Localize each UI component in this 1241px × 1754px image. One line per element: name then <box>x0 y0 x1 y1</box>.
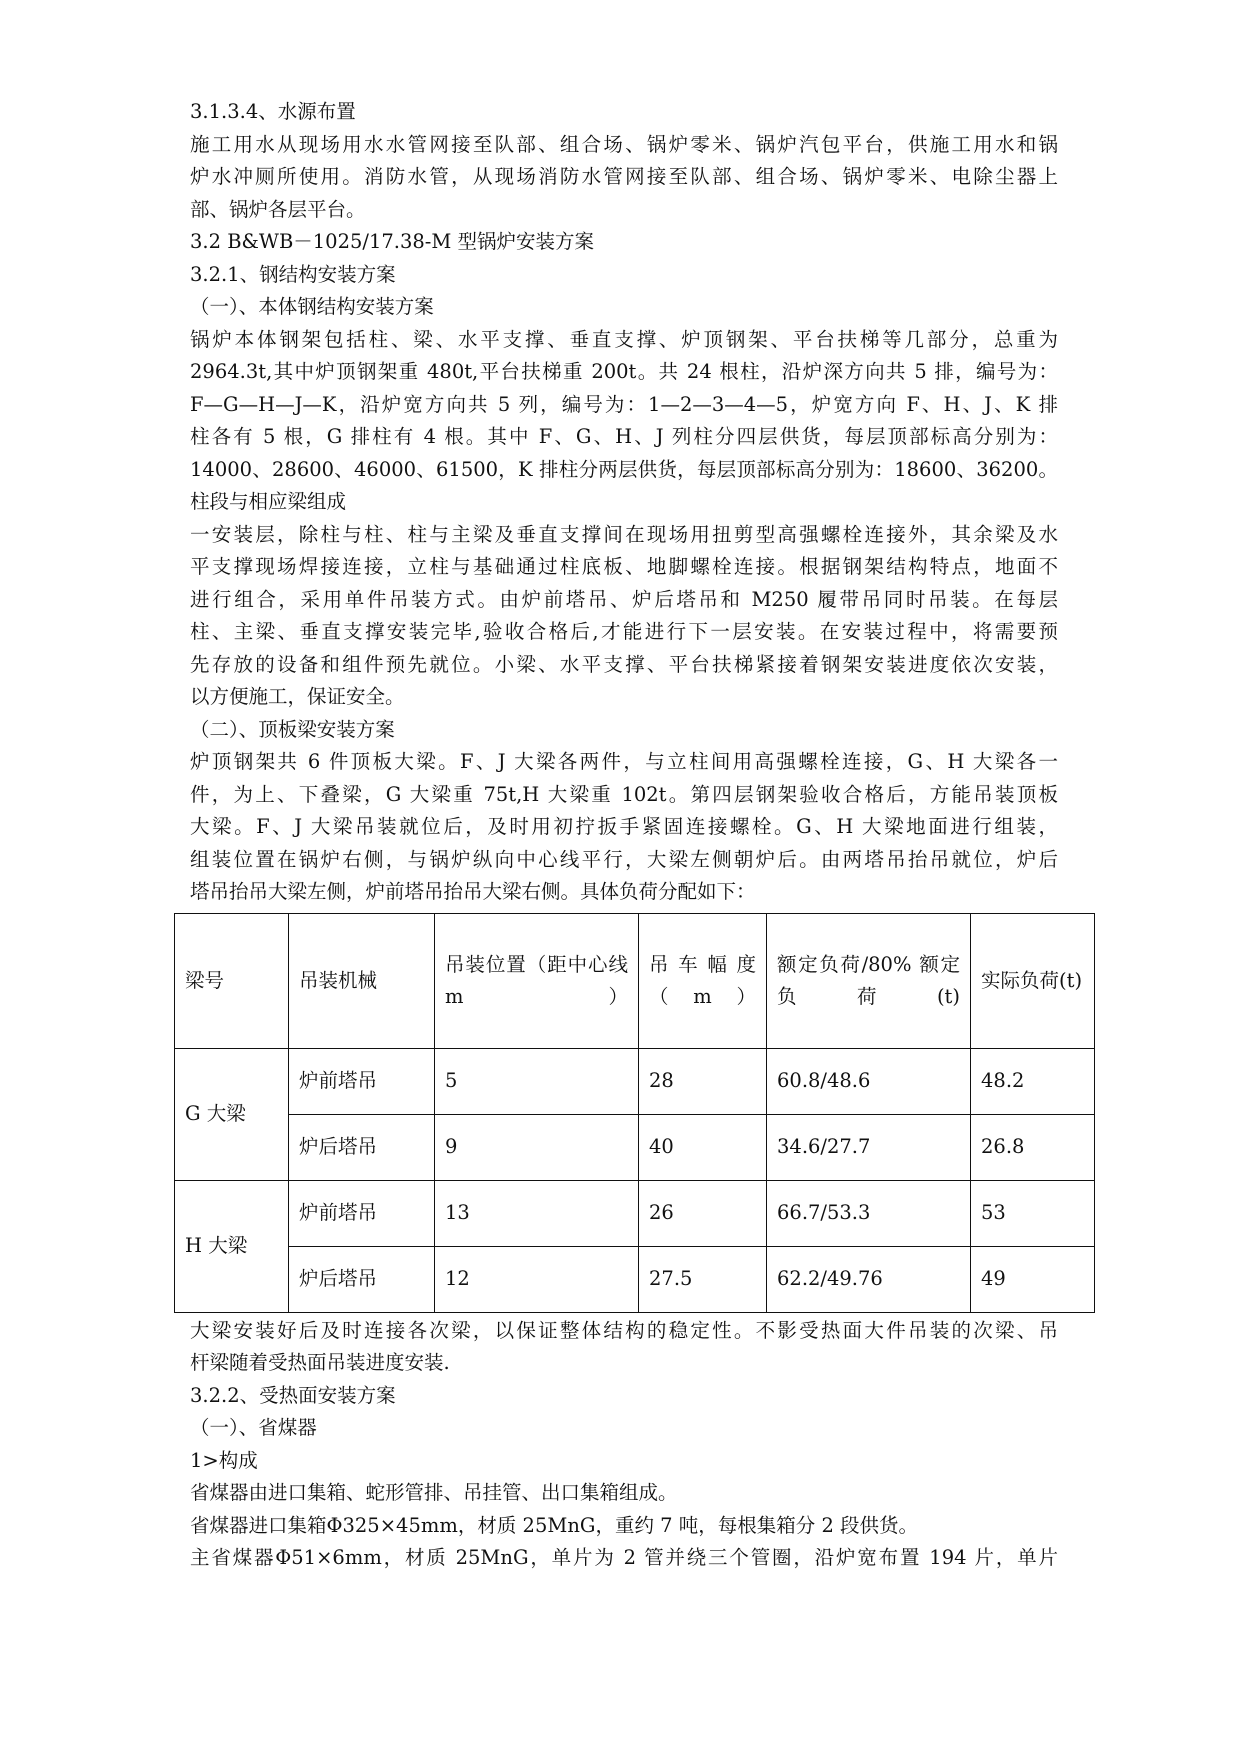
rated-load-cell: 60.8/48.6 <box>767 1048 971 1114</box>
text-line: 部、锅炉各层平台。 <box>190 197 366 221</box>
text-line: 塔吊抬吊大梁左侧，炉前塔吊抬吊大梁右侧。具体负荷分配如下： <box>190 880 756 903</box>
text-line: 3.2.1、钢结构安装方案 <box>190 262 396 286</box>
actual-load-cell: 48.2 <box>971 1048 1095 1114</box>
table-header-row <box>175 913 1095 1048</box>
text-line: 一安装层，除柱与柱、柱与主梁及垂直支撑间在现场用扭剪型高强螺栓连接外，其余梁及水 <box>190 522 1058 546</box>
text-line: （二）、顶板梁安装方案 <box>190 717 395 741</box>
radius-cell: 26 <box>639 1180 767 1246</box>
text-line: 14000、28600、46000、61500，K 排柱分两层供货，每层顶部标高分别为：18600、36200。 <box>190 457 1058 481</box>
text-line: 以方便施工，保证安全。 <box>190 685 405 708</box>
table-row <box>175 1180 1095 1246</box>
header-position: 吊装位置（距中心线 m） <box>435 913 639 1048</box>
text-line: 1>构成 <box>190 1448 258 1472</box>
position-cell: 12 <box>435 1246 639 1312</box>
position-cell: 13 <box>435 1180 639 1246</box>
position-cell: 9 <box>435 1114 639 1180</box>
radius-cell: 27.5 <box>639 1246 767 1312</box>
text-line: （一）、本体钢结构安装方案 <box>190 295 434 318</box>
table-row <box>175 1246 1095 1312</box>
text-line: 3.2.2、受热面安装方案 <box>190 1383 396 1407</box>
text-line: 杆梁随着受热面吊装进度安装. <box>190 1351 450 1374</box>
text-line: 进行组合，采用单件吊装方式。由炉前塔吊、炉后塔吊和 M250 履带吊同时吊装。在每层 <box>190 587 1058 611</box>
text-line: 省煤器进口集箱Φ325×45mm，材质 25MnG，重约 7 吨，每根集箱分 2 段供货。 <box>190 1513 919 1537</box>
radius-cell: 28 <box>639 1048 767 1114</box>
body-text-top <box>190 96 1058 909</box>
text-line: 炉水冲厕所使用。消防水管，从现场消防水管网接至队部、组合场、锅炉零米、电除尘器上 <box>190 165 1058 188</box>
actual-load-cell: 53 <box>971 1180 1095 1246</box>
machine-cell: 炉后塔吊 <box>289 1114 435 1180</box>
beam-name-cell: H 大梁 <box>175 1180 289 1312</box>
text-line: 平支撑现场焊接连接，立柱与基础通过柱底板、地脚螺栓连接。根据钢架结构特点，地面不 <box>190 555 1058 578</box>
radius-cell: 40 <box>639 1114 767 1180</box>
text-line: 锅炉本体钢架包括柱、梁、水平支撑、垂直支撑、炉顶钢架、平台扶梯等几部分，总重为 <box>190 327 1058 351</box>
body-text-bottom <box>190 1315 1058 1575</box>
rated-load-cell: 62.2/49.76 <box>767 1246 971 1312</box>
text-line: 炉顶钢架共 6 件顶板大梁。F、J 大梁各两件，与立柱间用高强螺栓连接，G、H 大梁各一 <box>190 750 1058 773</box>
header-radius: 吊 车 幅 度（m） <box>639 913 767 1048</box>
text-line: 大梁安装好后及时连接各次梁，以保证整体结构的稳定性。不影受热面大件吊装的次梁、吊 <box>190 1318 1058 1342</box>
text-line: 柱段与相应梁组成 <box>190 490 347 513</box>
text-line: 3.2 B&WB－1025/17.38-M 型锅炉安装方案 <box>190 230 595 253</box>
table-row <box>175 1114 1095 1180</box>
text-line: 2964.3t,其中炉顶钢架重 480t,平台扶梯重 200t。共 24 根柱，沿炉深方向共 5 排，编号为： <box>190 360 1058 383</box>
load-distribution-table-wrap <box>174 913 1094 1313</box>
actual-load-cell: 26.8 <box>971 1114 1095 1180</box>
beam-name-cell: G 大梁 <box>175 1048 289 1180</box>
header-actual-load: 实际负荷(t) <box>971 913 1095 1048</box>
table-row <box>175 1048 1095 1114</box>
machine-cell: 炉前塔吊 <box>289 1048 435 1114</box>
text-line: 柱、主梁、垂直支撑安装完毕,验收合格后,才能进行下一层安装。在安装过程中，将需要预 <box>190 620 1058 643</box>
text-line: 3.1.3.4、水源布置 <box>190 100 356 123</box>
header-machine: 吊装机械 <box>289 913 435 1048</box>
text-line: 柱各有 5 根，G 排柱有 4 根。其中 F、G、H、J 列柱分四层供货，每层顶部标高分别为： <box>190 425 1058 448</box>
document-page <box>185 96 1083 1575</box>
header-beam: 梁号 <box>175 913 289 1048</box>
machine-cell: 炉前塔吊 <box>289 1180 435 1246</box>
text-line: 省煤器由进口集箱、蛇形管排、吊挂管、出口集箱组成。 <box>190 1481 678 1504</box>
text-line: 大梁。F、J 大梁吊装就位后，及时用初拧扳手紧固连接螺栓。G、H 大梁地面进行组装， <box>190 815 1058 838</box>
text-line: 施工用水从现场用水水管网接至队部、组合场、锅炉零米、锅炉汽包平台，供施工用水和锅 <box>190 132 1058 156</box>
text-line: 先存放的设备和组件预先就位。小梁、水平支撑、平台扶梯紧接着钢架安装进度依次安装， <box>190 652 1058 676</box>
text-line: 件，为上、下叠梁，G 大梁重 75t,H 大梁重 102t。第四层钢架验收合格后，方能吊装顶板 <box>190 782 1058 806</box>
load-distribution-table <box>174 913 1095 1313</box>
rated-load-cell: 34.6/27.7 <box>767 1114 971 1180</box>
machine-cell: 炉后塔吊 <box>289 1246 435 1312</box>
text-line: 组装位置在锅炉右侧，与锅炉纵向中心线平行，大梁左侧朝炉后。由两塔吊抬吊就位，炉后 <box>190 847 1058 871</box>
text-line: （一）、省煤器 <box>190 1416 317 1439</box>
header-rated-load: 额定负荷/80% 额定负荷(t) <box>767 913 971 1048</box>
position-cell: 5 <box>435 1048 639 1114</box>
rated-load-cell: 66.7/53.3 <box>767 1180 971 1246</box>
actual-load-cell: 49 <box>971 1246 1095 1312</box>
text-line: 主省煤器Φ51×6mm，材质 25MnG，单片为 2 管并绕三个管圈，沿炉宽布置 194 片，单片 <box>190 1546 1058 1569</box>
text-line: F—G—H—J—K，沿炉宽方向共 5 列，编号为：1—2—3—4—5，炉宽方向 F、H、J、K 排 <box>190 392 1058 416</box>
